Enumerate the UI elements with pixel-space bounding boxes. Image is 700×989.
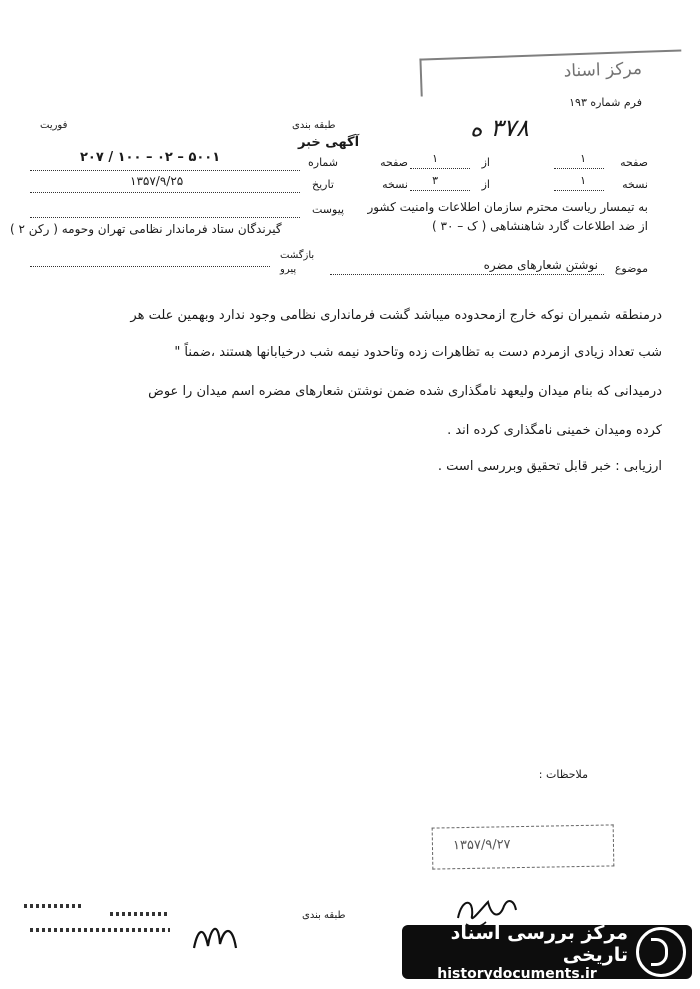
top-stamp bbox=[419, 49, 682, 96]
priority-label: فوریت bbox=[40, 120, 68, 131]
of-label: از bbox=[481, 156, 490, 169]
watermark-logo bbox=[402, 922, 692, 982]
notes-label: ملاحظات : bbox=[538, 768, 588, 781]
attachment-field bbox=[30, 211, 300, 218]
receipt-stamp-text: ۱۳۵۷/۹/۲۷ bbox=[452, 837, 511, 854]
subject-field bbox=[330, 272, 604, 275]
attachment-label: پیوست bbox=[312, 203, 345, 216]
followup-field bbox=[30, 262, 270, 267]
footer-secrecy-label: طبقه بندی bbox=[302, 910, 346, 921]
handwritten-number: ۳۷۸ ه bbox=[470, 114, 529, 142]
watermark-url: historydocuments.ir bbox=[437, 966, 597, 982]
secrecy-label: طبقه بندی bbox=[292, 120, 336, 131]
copy-total: ۳ bbox=[432, 174, 438, 187]
redaction-mark bbox=[24, 904, 84, 908]
number-label: شماره bbox=[308, 156, 339, 169]
number-value: ۵۰۰۱ – ۰۲ – ۱۰۰ / ۲۰۷ bbox=[80, 150, 221, 165]
copy-label: نسخه bbox=[622, 178, 648, 191]
number-field bbox=[30, 164, 300, 171]
of-label-2: از bbox=[481, 178, 490, 191]
archive-logo-icon bbox=[636, 927, 686, 977]
date-label: تاریخ bbox=[312, 178, 334, 191]
redaction-mark bbox=[30, 928, 170, 932]
body-line-4: کرده ومیدان خمینی نامگذاری کرده اند . bbox=[447, 423, 662, 438]
body-line-3: درمیدانی که بنام میدان ولیعهد نامگذاری شده ضمن نوشتن شعارهای مضره اسم میدان را عوض bbox=[148, 384, 662, 399]
watermark-title: مرکز بررسی اسناد تاریخی bbox=[450, 922, 628, 966]
to-line: به تیمسار ریاست محترم سازمان اطلاعات وامنیت کشور bbox=[367, 200, 648, 214]
cc-line: گیرندگان ستاد فرماندار نظامی تهران وحومه ( رکن ۲ ) bbox=[10, 222, 282, 236]
redaction-mark bbox=[110, 912, 170, 916]
body-line-2: شب تعداد زیادی ازمردم دست به تظاهرات زده وتاحدود نیمه شب درخیابانها هستند ،ضمناً " bbox=[174, 345, 662, 360]
page-total: ۱ bbox=[432, 152, 438, 165]
page-label: صفحه bbox=[620, 156, 648, 169]
subject-label: موضوع bbox=[614, 262, 648, 275]
page-value: ۱ bbox=[580, 152, 586, 165]
date-value: ۱۳۵۷/۹/۲۵ bbox=[130, 174, 184, 188]
receipt-stamp bbox=[432, 824, 615, 869]
signature-left bbox=[190, 908, 240, 958]
copy-total-field bbox=[410, 182, 470, 191]
page-field bbox=[554, 160, 604, 169]
copies-label: نسخه bbox=[382, 178, 408, 191]
subject-value: نوشتن شعارهای مضره bbox=[483, 258, 598, 272]
page-total-field bbox=[410, 160, 470, 169]
report-title: آگهی خبر bbox=[298, 135, 360, 150]
followup-label-2: پیرو bbox=[280, 264, 297, 275]
copy-value: ۱ bbox=[580, 174, 586, 187]
form-number: فرم شماره ۱۹۳ bbox=[569, 96, 642, 109]
pages-label: صفحه bbox=[380, 156, 408, 169]
assessment: ارزیابی : خبر قابل تحقیق وبررسی است . bbox=[437, 459, 662, 474]
followup-label: بازگشت bbox=[280, 250, 315, 261]
top-stamp-text: مرکز اسناد bbox=[563, 58, 643, 82]
copy-field bbox=[554, 182, 604, 191]
body-line-1: درمنطقه شمیران نوکه خارج ازمحدوده میباشد گشت فرمانداری نظامی وجود ندارد وبهمین علت هر bbox=[130, 308, 662, 323]
from-line: از ضد اطلاعات گارد شاهنشاهی ( ک – ۳۰ ) bbox=[432, 219, 648, 233]
